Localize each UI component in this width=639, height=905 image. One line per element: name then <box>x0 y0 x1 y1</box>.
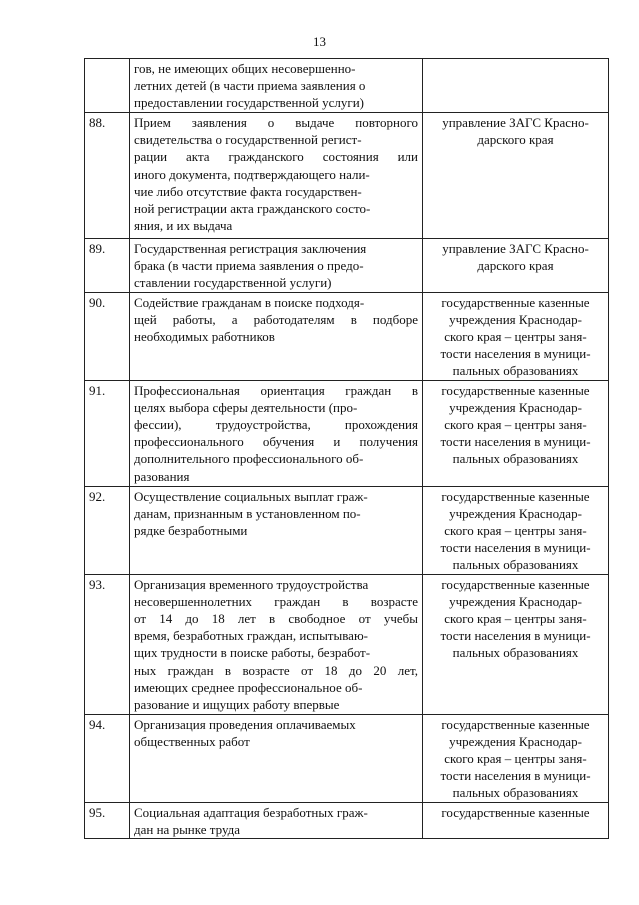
row-number: 93. <box>85 574 130 714</box>
row-number <box>85 59 130 113</box>
table-row <box>85 802 609 838</box>
row-number: 91. <box>85 380 130 486</box>
table-row <box>85 292 609 380</box>
service-name: Профессиональная ориентация граждан в целях выбора сферы деятельности (про- фессии), трудоустройства, прохождения профессионального обучения и получения дополнительного профессионального об- разования <box>130 380 423 486</box>
responsible-organization: управление ЗАГС Красно- дарского края <box>423 113 609 239</box>
responsible-organization: государственные казенные учреждения Краснодар- ского края – центры заня- тости населения в муници- пальных образованиях <box>423 714 609 802</box>
responsible-organization: управление ЗАГС Красно- дарского края <box>423 239 609 293</box>
table-row <box>85 714 609 802</box>
responsible-organization: государственные казенные учреждения Краснодар- ского края – центры заня- тости населения в муници- пальных образованиях <box>423 292 609 380</box>
responsible-organization: государственные казенные <box>423 802 609 838</box>
service-name: гов, не имеющих общих несовершенно- летних детей (в части приема заявления о предоставлении государственной услуги) <box>130 59 423 113</box>
row-number: 90. <box>85 292 130 380</box>
services-table-body <box>85 59 609 839</box>
service-name: Государственная регистрация заключения брака (в части приема заявления о предо- ставлении государственной услуги) <box>130 239 423 293</box>
service-name: Организация проведения оплачиваемых общественных работ <box>130 714 423 802</box>
row-number: 89. <box>85 239 130 293</box>
table-row <box>85 380 609 486</box>
service-name: Прием заявления о выдаче повторного свидетельства о государственной регист- рации акта гражданского состояния или иного документа, подтверждающего нали- чие либо отсутствие факта государствен- ной регистрации акта гражданского состо- яния, и их выдача <box>130 113 423 239</box>
responsible-organization <box>423 59 609 113</box>
responsible-organization: государственные казенные учреждения Краснодар- ского края – центры заня- тости населения в муници- пальных образованиях <box>423 574 609 714</box>
table-row <box>85 486 609 574</box>
table-row <box>85 239 609 293</box>
row-number: 92. <box>85 486 130 574</box>
responsible-organization: государственные казенные учреждения Краснодар- ского края – центры заня- тости населения в муници- пальных образованиях <box>423 380 609 486</box>
service-name: Осуществление социальных выплат граж- данам, признанным в установленном по- рядке безработными <box>130 486 423 574</box>
service-name: Социальная адаптация безработных граж- дан на рынке труда <box>130 802 423 838</box>
service-name: Содействие гражданам в поиске подходя- щей работы, а работодателям в подборе необходимых работников <box>130 292 423 380</box>
table-row <box>85 59 609 113</box>
services-table <box>84 58 609 839</box>
row-number: 95. <box>85 802 130 838</box>
page-number: 13 <box>313 34 326 49</box>
responsible-organization: государственные казенные учреждения Краснодар- ского края – центры заня- тости населения в муници- пальных образованиях <box>423 486 609 574</box>
row-number: 88. <box>85 113 130 239</box>
service-name: Организация временного трудоустройства несовершеннолетних граждан в возрасте от 14 до 18 лет в свободное от учебы время, безработных граждан, испытываю- щих трудности в поиске работы, безработ- ных граждан в возрасте от 18 до 20 лет, имеющих среднее профессиональное об- разование и ищущих работу впервые <box>130 574 423 714</box>
table-row <box>85 574 609 714</box>
table-row <box>85 113 609 239</box>
row-number: 94. <box>85 714 130 802</box>
